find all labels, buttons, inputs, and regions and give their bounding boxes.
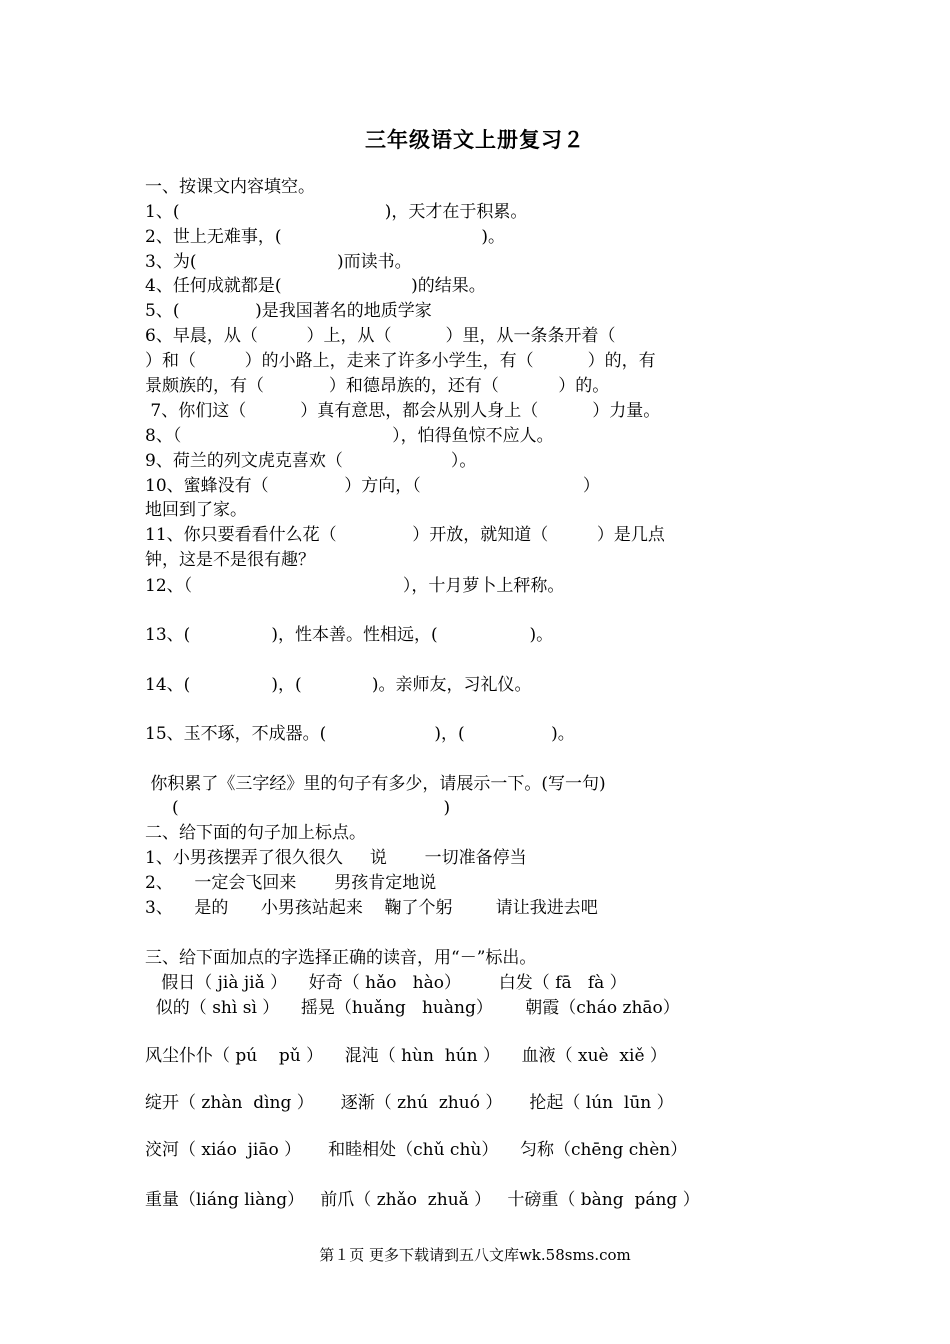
section-1-heading: 一、按课文内容填空。 <box>145 177 315 197</box>
question-line: 2、世上无难事，( )。 <box>145 227 506 247</box>
question-line: 11、你只要看看什么花（ ）开放，就知道（ ）是几点 <box>145 525 665 545</box>
question-line: 地回到了家。 <box>145 500 247 520</box>
question-line: 3、为( )而读书。 <box>145 252 412 272</box>
question-line: 9、荷兰的列文虎克喜欢（ ）。 <box>145 451 477 471</box>
question-line: 7、你们这（ ）真有意思，都会从别人身上（ ）力量。 <box>145 401 661 421</box>
question-line: 13、( )，性本善。性相远，( )。 <box>145 625 554 645</box>
question-line: 4、任何成就都是( )的结果。 <box>145 276 486 296</box>
page-footer: 第１页 更多下载请到五八文库wk.58sms.com <box>319 1246 631 1264</box>
question-line: ）和（ ）的小路上，走来了许多小学生，有（ ）的，有 <box>145 351 656 371</box>
question-line: 14、( )，( )。亲师友，习礼仪。 <box>145 675 532 695</box>
pinyin-line: 假日（ jià jiǎ ） 好奇（ hǎo hào） 白发（ fā fà ） <box>145 973 627 993</box>
pinyin-line: 绽开（ zhàn dìng ） 逐渐（ zhú zhuó ） 抡起（ lún lūn ） <box>145 1093 674 1113</box>
page-title: 三年级语文上册复习２ <box>365 127 585 152</box>
question-line: 10、蜜蜂没有（ ）方向，（ ） <box>145 476 600 496</box>
pinyin-line: 洨河（ xiáo jiāo ） 和睦相处（chǔ chù） 匀称（chēng chèn） <box>145 1140 688 1160</box>
pinyin-line: 重量（liáng liàng） 前爪（ zhǎo zhuǎ ） 十磅重（ bàng páng ） <box>145 1190 700 1210</box>
question-line: 5、( )是我国著名的地质学家 <box>145 301 432 321</box>
section-2-heading: 二、给下面的句子加上标点。 <box>145 823 366 843</box>
question-line: 8、（ ），怕得鱼惊不应人。 <box>145 426 554 446</box>
punctuation-line: 3、 是的 小男孩站起来 鞠了个躬 请让我进去吧 <box>145 898 598 918</box>
punctuation-line: 2、 一定会飞回来 男孩肯定地说 <box>145 873 437 893</box>
question-line: 钟，这是不是很有趣？ <box>145 550 315 570</box>
question-line: 1、( )，天才在于积累。 <box>145 202 528 222</box>
pinyin-line: 风尘仆仆（ pú pǔ ） 混沌（ hùn hún ） 血液（ xuè xiě ） <box>145 1046 667 1066</box>
question-line: ( ) <box>145 798 451 818</box>
question-line: 景颇族的，有（ ）和德昂族的，还有（ ）的。 <box>145 376 610 396</box>
question-line: 6、早晨，从（ ）上，从（ ）里，从一条条开着（ <box>145 326 616 346</box>
question-line: 12、（ ），十月萝卜上秤称。 <box>145 576 565 596</box>
section-3-heading: 三、给下面加点的字选择正确的读音，用“－”标出。 <box>145 948 537 968</box>
question-line: 15、玉不琢，不成器。( )，( )。 <box>145 724 575 744</box>
punctuation-line: 1、小男孩摆弄了很久很久 说 一切准备停当 <box>145 848 527 868</box>
pinyin-line: 似的（ shì sì ） 摇晃（huǎng huàng） 朝霞（cháo zhāo） <box>145 998 680 1018</box>
question-line: 你积累了《三字经》里的句子有多少，请展示一下。(写一句) <box>145 774 606 794</box>
